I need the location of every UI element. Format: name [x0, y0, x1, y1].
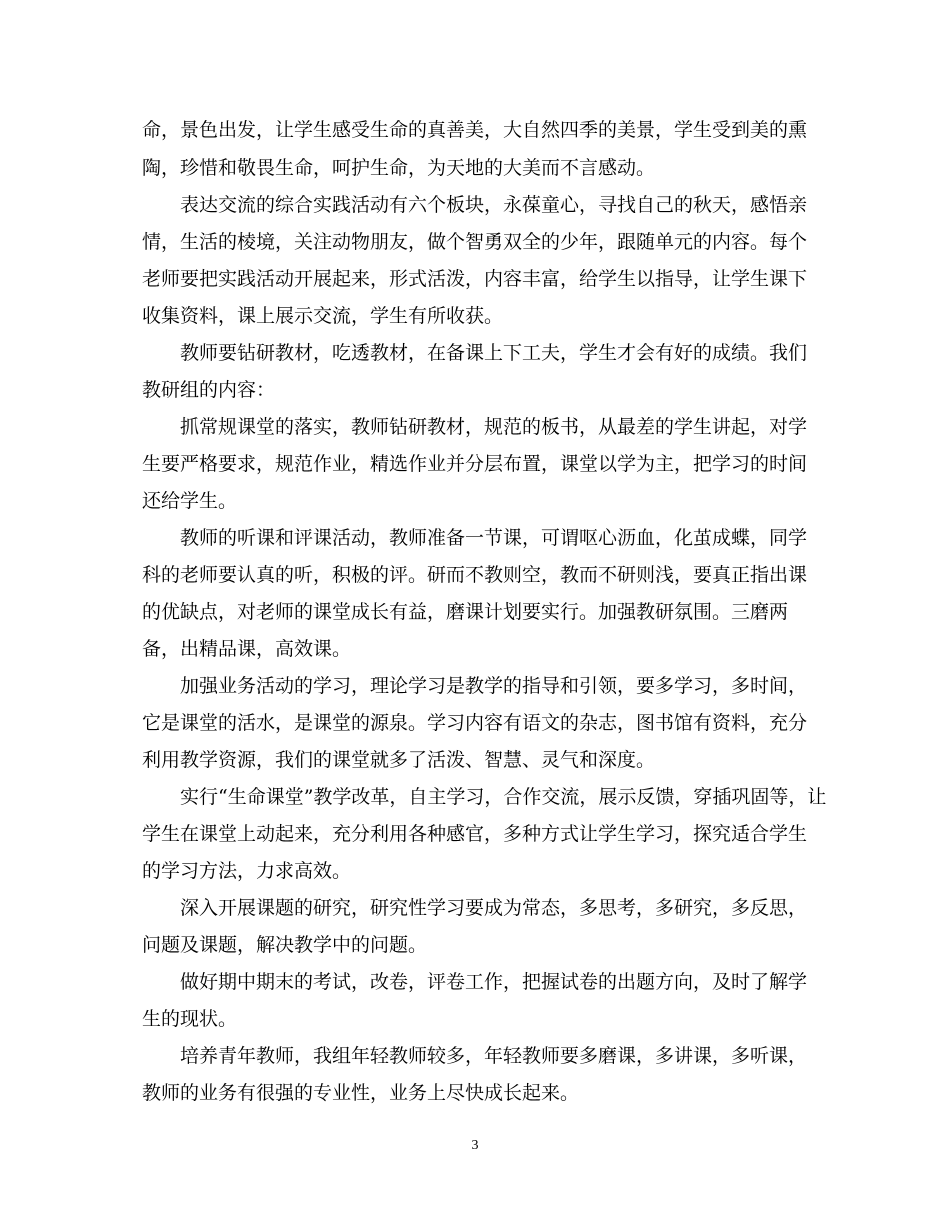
page-number: 3	[471, 1138, 479, 1153]
text-line: 它是课堂的活水，是课堂的源泉。学习内容有语文的杂志，图书馆有资料，充分	[142, 712, 808, 734]
text-line: 表达交流的综合实践活动有六个板块，永葆童心，寻找自己的秋天，感悟亲	[180, 194, 808, 216]
text-line: 学生在课堂上动起来，充分利用各种感官，多种方式让学生学习，探究适合学生	[142, 823, 808, 845]
text-line: 老师要把实践活动开展起来，形式活泼，内容丰富，给学生以指导，让学生课下	[142, 268, 808, 290]
text-line: 问题及课题，解决教学中的问题。	[142, 934, 428, 956]
text-line: 科的老师要认真的听，积极的评。研而不教则空，教而不研则浅，要真正指出课	[142, 564, 808, 586]
text-line: 抓常规课堂的落实，教师钻研教材，规范的板书，从最差的学生讲起，对学	[180, 416, 808, 438]
text-line: 还给学生。	[142, 490, 238, 512]
text-line: 教研组的内容：	[142, 379, 276, 401]
text-line: 做好期中期末的考试，改卷，评卷工作，把握试卷的出题方向，及时了解学	[180, 971, 808, 993]
text-line: 命，景色出发，让学生感受生命的真善美，大自然四季的美景，学生受到美的熏	[142, 119, 808, 141]
text-line: 加强业务活动的学习，理论学习是教学的指导和引领，要多学习，多时间，	[180, 675, 808, 697]
text-line: 教师的听课和评课活动，教师准备一节课，可谓呕心沥血，化茧成蝶，同学	[180, 527, 808, 549]
text-line: 教师的业务有很强的专业性，业务上尽快成长起来。	[142, 1082, 580, 1104]
text-line: 培养青年教师，我组年轻教师较多，年轻教师要多磨课，多讲课，多听课，	[180, 1045, 808, 1067]
text-line: 教师要钻研教材，吃透教材，在备课上下工夫，学生才会有好的成绩。我们	[180, 342, 808, 364]
text-line: 生要严格要求，规范作业，精选作业并分层布置，课堂以学为主，把学习的时间	[142, 453, 808, 475]
text-line: 的优缺点，对老师的课堂成长有益，磨课计划要实行。加强教研氛围。三磨两	[142, 601, 789, 623]
text-line: 备，出精品课，高效课。	[142, 638, 352, 660]
text-line: 陶，珍惜和敬畏生命，呵护生命，为天地的大美而不言感动。	[142, 157, 656, 179]
text-line: 的学习方法，力求高效。	[142, 860, 352, 882]
text-line: 深入开展课题的研究，研究性学习要成为常态，多思考，多研究，多反思，	[180, 897, 808, 919]
text-line: 收集资料，课上展示交流，学生有所收获。	[142, 305, 504, 327]
text-line: 利用教学资源，我们的课堂就多了活泼、智慧、灵气和深度。	[142, 749, 656, 771]
text-line: 情，生活的棱境，关注动物朋友，做个智勇双全的少年，跟随单元的内容。每个	[142, 231, 808, 253]
text-line: 实行“生命课堂”教学改革，自主学习，合作交流，展示反馈，穿插巩固等，让	[180, 786, 827, 808]
text-line: 生的现状。	[142, 1008, 238, 1030]
